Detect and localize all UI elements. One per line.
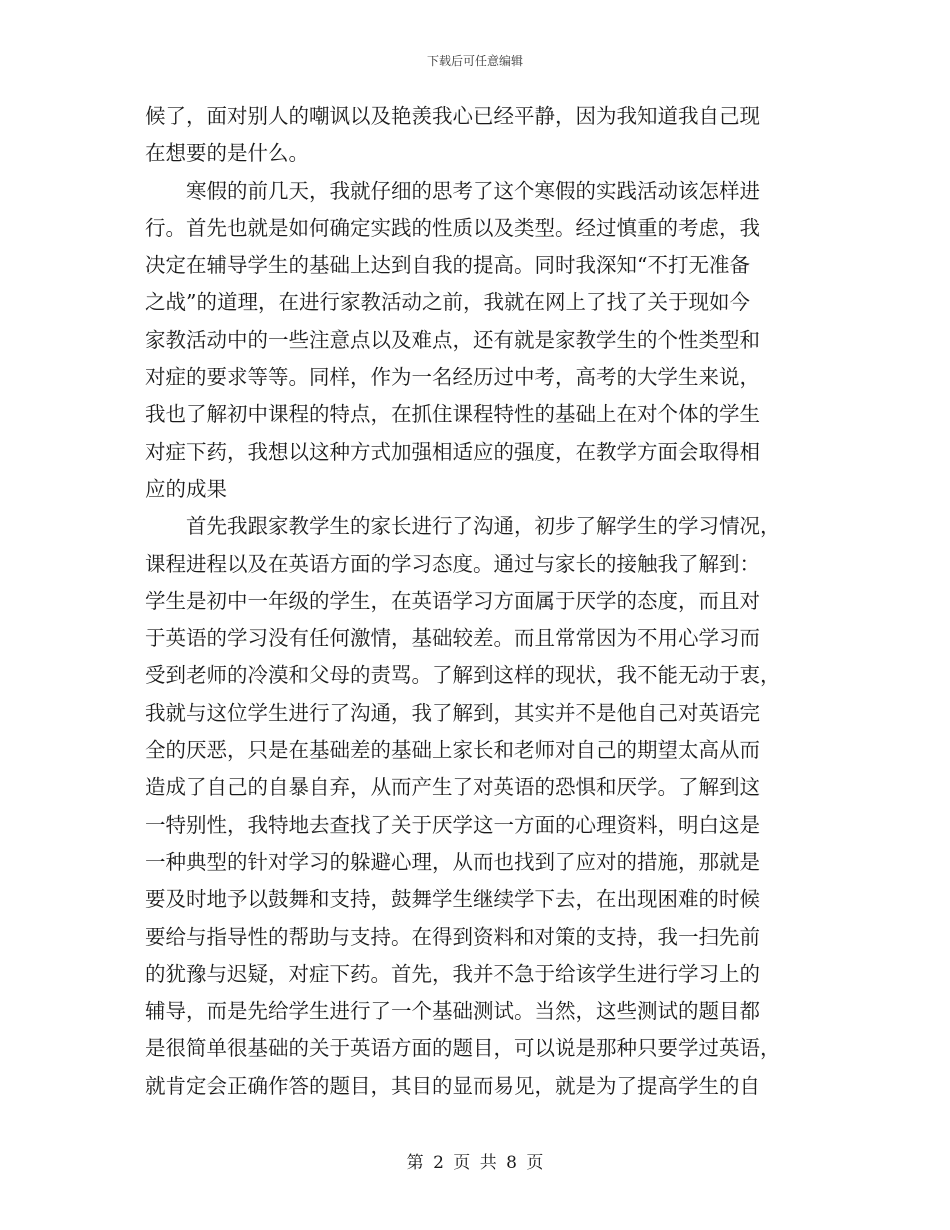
text-line: 对症的要求等等。同样，作为一名经历过中考，高考的大学生来说， [145,365,760,390]
text-line: 我就与这位学生进行了沟通，我了解到，其实并不是他自己对英语完 [145,700,760,725]
text-line: 对症下药，我想以这种方式加强相适应的强度，在教学方面会取得相 [145,439,760,464]
text-line: 是很简单很基础的关于英语方面的题目，可以说是那种只要学过英语， [145,1036,781,1061]
page-header: 下载后可任意编辑 [426,54,523,68]
text-line: 行。首先也就是如何确定实践的性质以及类型。经过慎重的考虑，我 [145,215,760,240]
text-line: 应的成果 [145,476,227,501]
text-line: 首先我跟家教学生的家长进行了沟通，初步了解学生的学习情况， [186,514,781,539]
text-line: 学生是初中一年级的学生，在英语学习方面属于厌学的态度，而且对 [145,588,760,613]
page-footer: 第 2 页 共 8 页 [406,1153,544,1173]
text-line: 在想要的是什么。 [145,141,309,166]
text-line: 寒假的前几天，我就仔细的思考了这个寒假的实践活动该怎样进 [186,178,760,203]
text-line: 全的厌恶，只是在基础差的基础上家长和老师对自己的期望太高从而 [145,738,760,763]
text-line: 造成了自己的自暴自弃，从而产生了对英语的恐惧和厌学。了解到这 [145,775,760,800]
text-line: 一特别性，我特地去查找了关于厌学这一方面的心理资料，明白这是 [145,812,760,837]
text-line: 一种典型的针对学习的躲避心理，从而也找到了应对的措施，那就是 [145,849,760,874]
text-line: 受到老师的冷漠和父母的责骂。了解到这样的现状，我不能无动于衷， [145,663,781,688]
text-line: 就肯定会正确作答的题目，其目的显而易见，就是为了提高学生的自 [145,1073,760,1098]
text-line: 于英语的学习没有任何激情，基础较差。而且常常因为不用心学习而 [145,626,760,651]
text-line: 的犹豫与迟疑，对症下药。首先，我并不急于给该学生进行学习上的 [145,961,760,986]
document-body [145,98,805,1105]
text-line: 决定在辅导学生的基础上达到自我的提高。同时我深知“不打无准备 [145,253,750,278]
text-line: 之战”的道理，在进行家教活动之前，我就在网上了找了关于现如今 [145,290,750,315]
text-line: 要给与指导性的帮助与支持。在得到资料和对策的支持，我一扫先前 [145,924,760,949]
text-line: 我也了解初中课程的特点，在抓住课程特性的基础上在对个体的学生 [145,402,760,427]
text-line: 候了，面对别人的嘲讽以及艳羡我心已经平静，因为我知道我自己现 [145,104,760,128]
text-line: 课程进程以及在英语方面的学习态度。通过与家长的接触我了解到： [145,551,760,576]
text-line: 要及时地予以鼓舞和支持，鼓舞学生继续学下去，在出现困难的时候 [145,887,760,912]
text-line: 辅导，而是先给学生进行了一个基础测试。当然，这些测试的题目都 [145,999,760,1024]
text-line: 家教活动中的一些注意点以及难点，还有就是家教学生的个性类型和 [145,327,760,352]
